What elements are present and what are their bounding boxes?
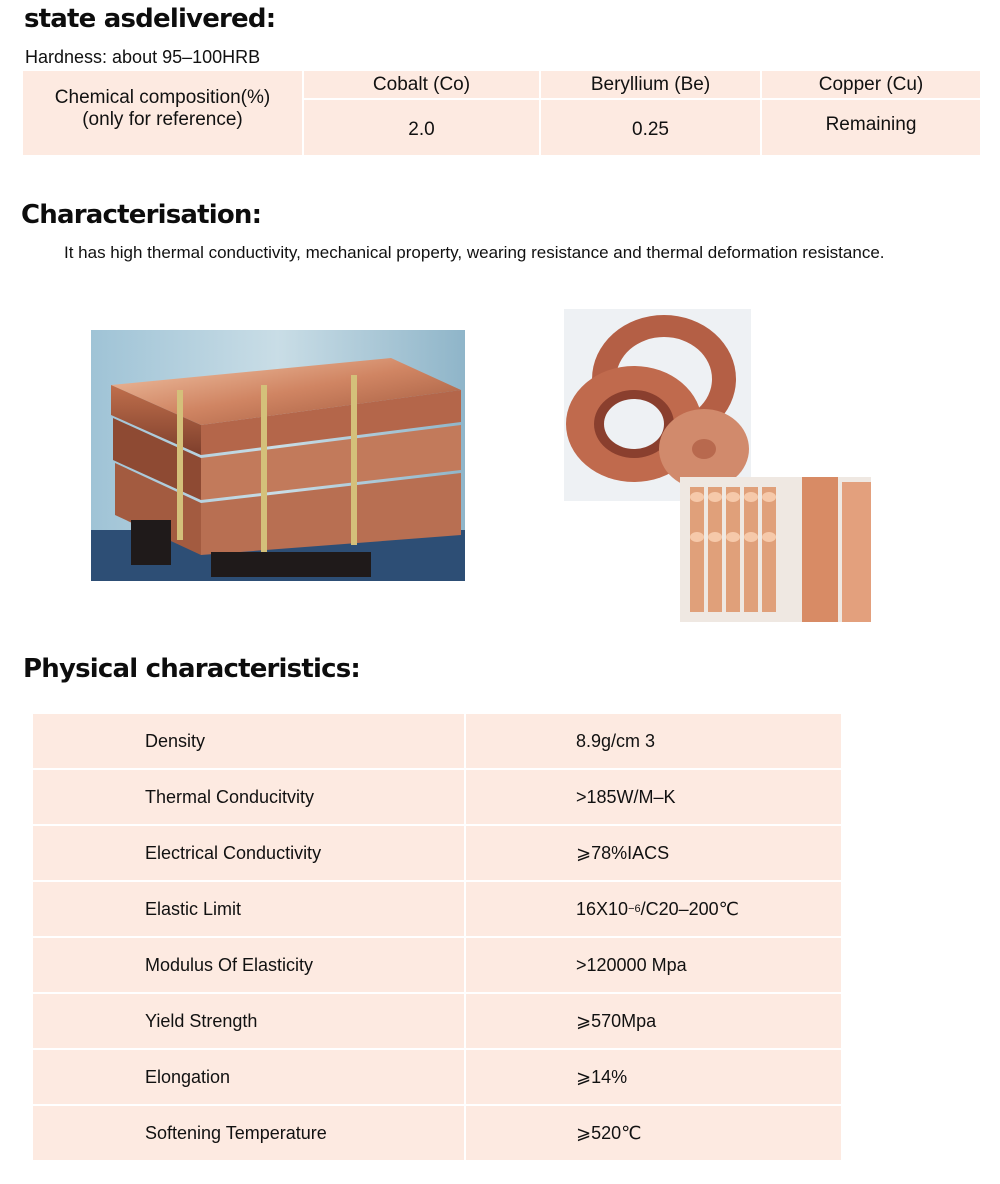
property-label: Electrical Conductivity [33,826,464,880]
property-value: ⩾520℃ [466,1106,841,1160]
property-label: Modulus Of Elasticity [33,938,464,992]
copper-rings-photo [564,309,751,501]
table-row [33,994,841,1048]
physical-heading: Physical characteristics: [23,654,360,684]
composition-label: Chemical composition(%) [54,87,271,108]
property-value: ⩾78%IACS [466,826,841,880]
composition-table [23,71,980,155]
composition-header-cobalt: Cobalt (Co) [304,71,539,98]
property-label: Thermal Conducitvity [33,770,464,824]
composition-header-beryllium: Beryllium (Be) [541,71,760,98]
copper-plates-photo [91,330,465,581]
table-row [33,1050,841,1104]
composition-value-copper: Remaining [762,100,980,155]
state-heading: state asdelivered: [24,4,276,34]
composition-value-cobalt: 2.0 [304,100,539,155]
copper-bars-photo [680,477,871,622]
property-value [466,882,841,936]
table-row [33,882,841,936]
composition-header-copper: Copper (Cu) [762,71,980,98]
property-label: Yield Strength [33,994,464,1048]
characterisation-text: It has high thermal conductivity, mechanical property, wearing resistance and thermal deformation resistance. [64,243,885,262]
table-row [33,714,841,768]
property-label: Elastic Limit [33,882,464,936]
elastic-limit-base: 16X10 [576,898,629,919]
property-value: ⩾14% [466,1050,841,1104]
property-value: ⩾570Mpa [466,994,841,1048]
table-row [33,1106,841,1160]
property-value: >120000 Mpa [466,938,841,992]
composition-label-cell [23,71,302,155]
table-row [33,770,841,824]
property-label: Density [33,714,464,768]
property-label: Elongation [33,1050,464,1104]
elastic-limit-unit: /C20–200℃ [640,898,739,919]
property-value: 8.9g/cm 3 [466,714,841,768]
elastic-limit-exponent: −6 [628,903,641,915]
characterisation-heading: Characterisation: [21,200,262,230]
property-value: >185W/M–K [466,770,841,824]
property-label: Softening Temperature [33,1106,464,1160]
table-row [33,938,841,992]
composition-note: (only for reference) [82,109,243,130]
table-row [33,826,841,880]
hardness-text: Hardness: about 95–100HRB [25,47,261,67]
composition-value-beryllium: 0.25 [541,100,760,155]
